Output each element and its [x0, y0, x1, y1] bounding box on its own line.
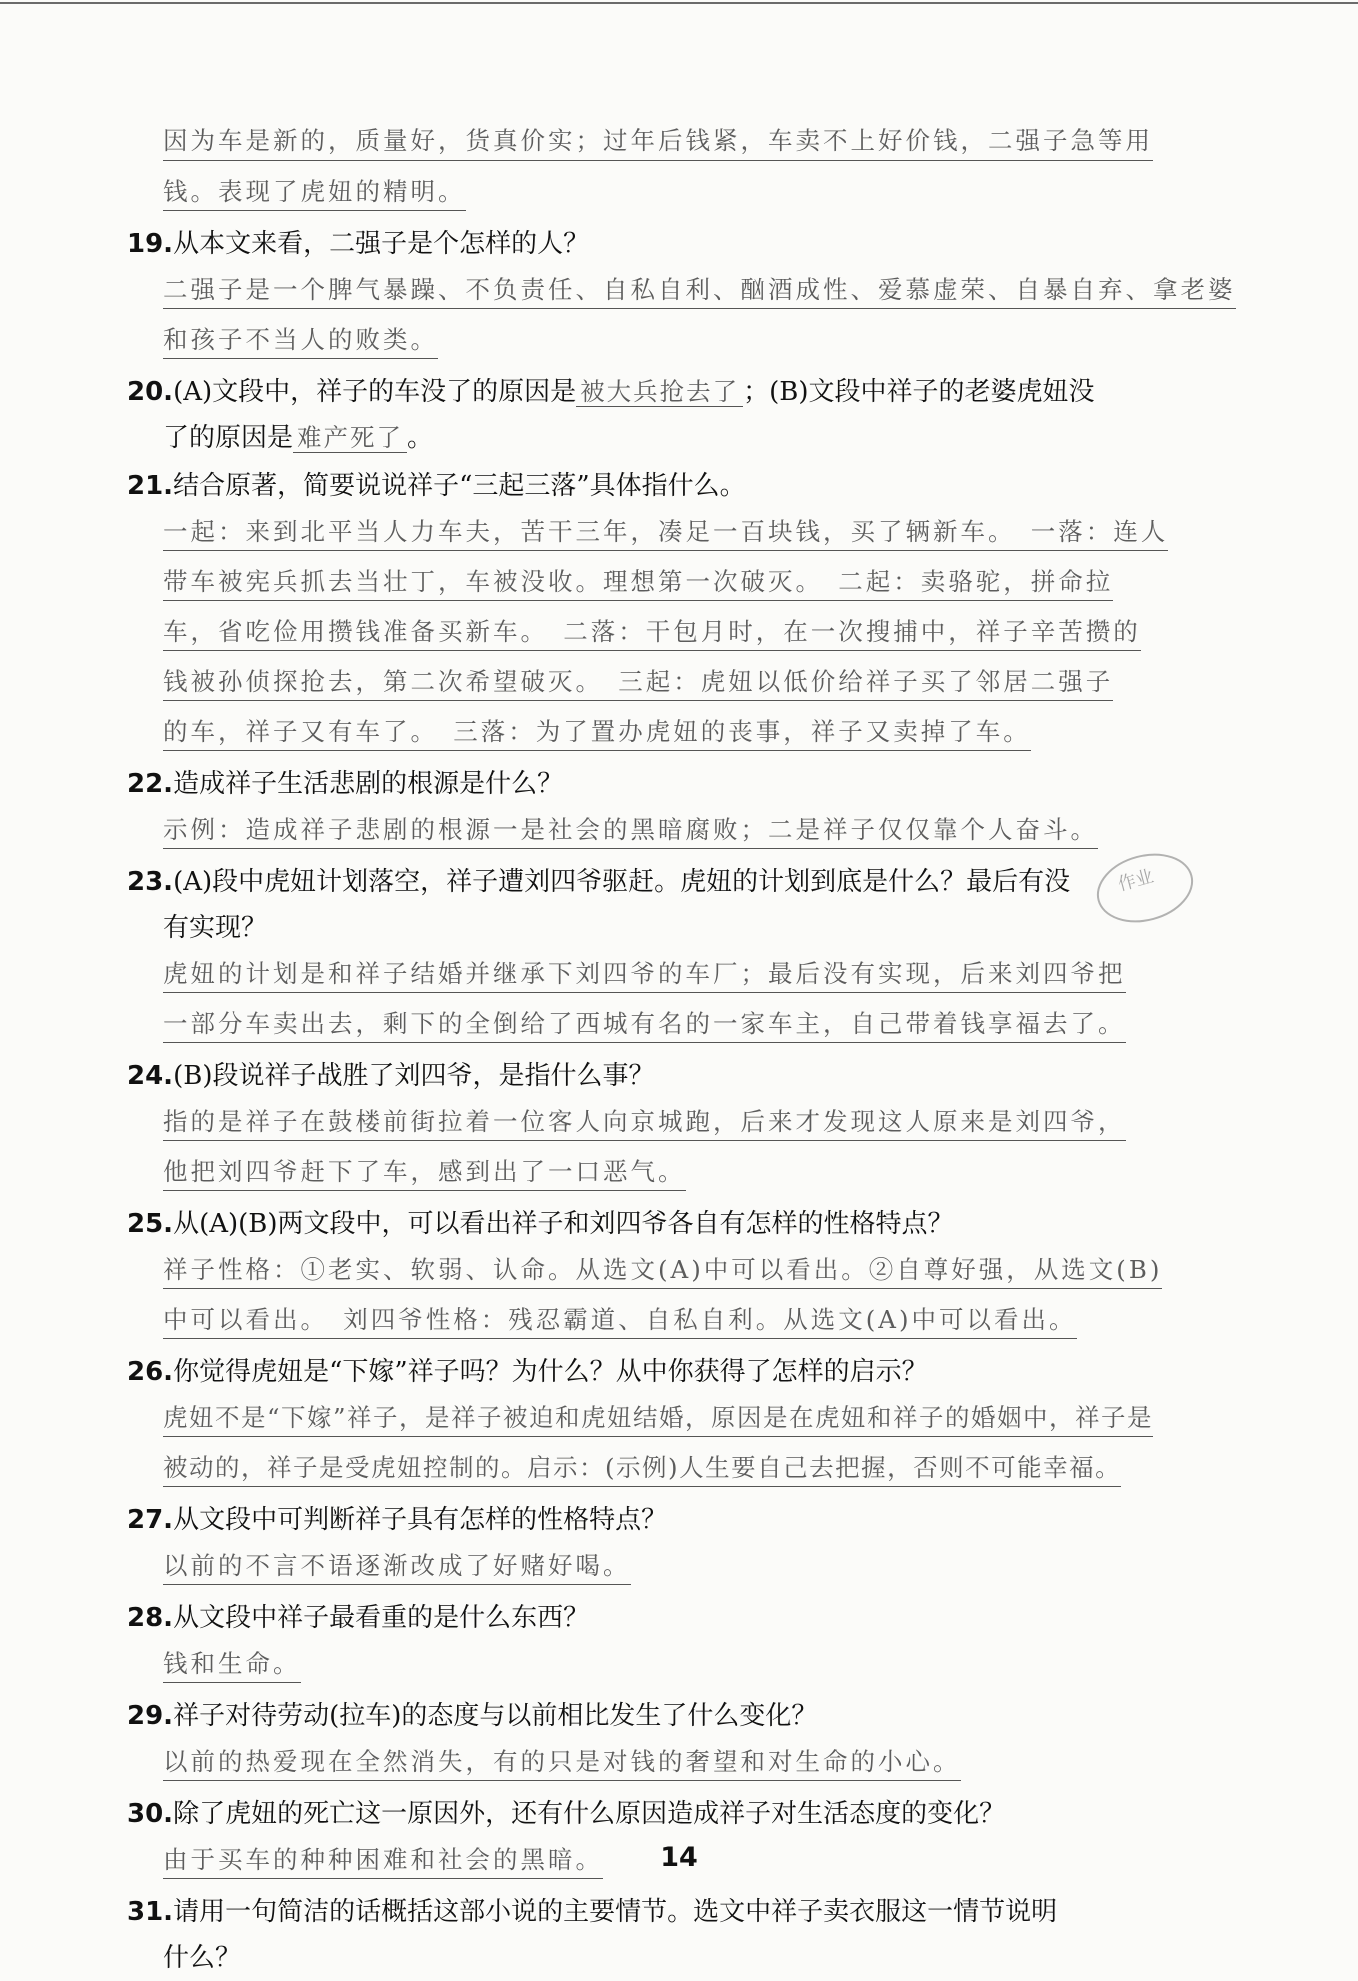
question-22: 22.造成祥子生活悲剧的根源是什么？ — [127, 769, 564, 799]
page-number: 14 — [660, 1842, 698, 1873]
content — [127, 118, 1263, 1981]
question-19: 19.从本文来看，二强子是个怎样的人？ — [127, 229, 590, 259]
homework-stamp-icon — [1090, 848, 1200, 928]
answer-27: 以前的不言不语逐渐改成了好赌好喝。 — [163, 1543, 1263, 1593]
answer-30: 由于买车的种种困难和社会的黑暗。 — [163, 1837, 1263, 1887]
answer-25: 祥子性格：①老实、软弱、认命。从选文(A)中可以看出。②自尊好强，从选文(B) 中可以看出。 刘四爷性格：残忍霸道、自私自利。从选文(A)中可以看出。 — [163, 1247, 1263, 1347]
answer-24: 指的是祥子在鼓楼前街拉着一位客人向京城跑，后来才发现这人原来是刘四爷， 他把刘四爷赶下了车，感到出了一口恶气。 — [163, 1099, 1263, 1199]
question-28: 28.从文段中祥子最看重的是什么东西？ — [127, 1603, 590, 1633]
question-27: 27.从文段中可判断祥子具有怎样的性格特点？ — [127, 1505, 668, 1535]
question-20: 20.(A)文段中，祥子的车没了的原因是 被大兵抢去了 ；(B)文段中祥子的老婆虎妞没 了的原因是 难产死了 。 — [127, 377, 1095, 453]
question-31: 31.请用一句简洁的话概括这部小说的主要情节。选文中祥子卖衣服这一情节说明 什么？ — [127, 1897, 1058, 1973]
answer-23: 虎妞的计划是和祥子结婚并继承下刘四爷的车厂；最后没有实现，后来刘四爷把 一部分车卖出去，剩下的全倒给了西城有名的一家车主，自己带着钱享福去了。 — [163, 951, 1263, 1051]
answer-26: 虎妞不是“下嫁”祥子，是祥子被迫和虎妞结婚，原因是在虎妞和祥子的婚姻中，祥子是 被动的，祥子是受虎妞控制的。启示：(示例)人生要自己去把握，否则不可能幸福。 — [163, 1395, 1263, 1495]
fill-blank-a: 被大兵抢去了 — [576, 377, 743, 407]
answer-29: 以前的热爱现在全然消失，有的只是对钱的奢望和对生命的小心。 — [163, 1739, 1263, 1789]
answer-top: 因为车是新的，质量好，货真价实；过年后钱紧，车卖不上好价钱，二强子急等用 钱。表现了虎妞的精明。 — [163, 118, 1263, 219]
question-29: 29.祥子对待劳动(拉车)的态度与以前相比发生了什么变化？ — [127, 1701, 818, 1731]
answer-28: 钱和生命。 — [163, 1641, 1263, 1691]
answer-19: 二强子是一个脾气暴躁、不负责任、自私自利、酗酒成性、爱慕虚荣、自暴自弃、拿老婆 和孩子不当人的败类。 — [163, 267, 1263, 367]
stamp-label: 作业 — [1115, 865, 1156, 896]
answer-22: 示例：造成祥子悲剧的根源一是社会的黑暗腐败；二是祥子仅仅靠个人奋斗。 — [163, 807, 1263, 857]
top-border — [0, 2, 1358, 4]
question-30: 30.除了虎妞的死亡这一原因外，还有什么原因造成祥子对生活态度的变化？ — [127, 1799, 1006, 1829]
question-25: 25.从(A)(B)两文段中，可以看出祥子和刘四爷各自有怎样的性格特点？ — [127, 1209, 954, 1239]
question-26: 26.你觉得虎妞是“下嫁”祥子吗？为什么？从中你获得了怎样的启示？ — [127, 1357, 928, 1387]
answer-21: 一起：来到北平当人力车夫，苦干三年，凑足一百块钱，买了辆新车。 一落：连人 带车被宪兵抓去当壮丁，车被没收。理想第一次破灭。 二起：卖骆驼，拼命拉 车，省吃俭用攒钱准备买新车。 二落：干包月时，在一次搜捕中，祥子辛苦攒的 钱被孙侦探抢去，第二次希望破灭。 三起：虎妞以低价给祥子买了邻居二强子 的车，祥子又有车了。 三落：为了置办虎妞的丧事，祥子又卖掉了车。 — [163, 509, 1263, 759]
fill-blank-b: 难产死了 — [293, 423, 407, 453]
question-23: 23.(A)段中虎妞计划落空，祥子遭刘四爷驱赶。虎妞的计划到底是什么？最后有没 有实现？ — [127, 867, 1071, 943]
question-21: 21.结合原著，简要说说祥子“三起三落”具体指什么。 — [127, 471, 746, 501]
question-24: 24.(B)段说祥子战胜了刘四爷，是指什么事？ — [127, 1061, 655, 1091]
